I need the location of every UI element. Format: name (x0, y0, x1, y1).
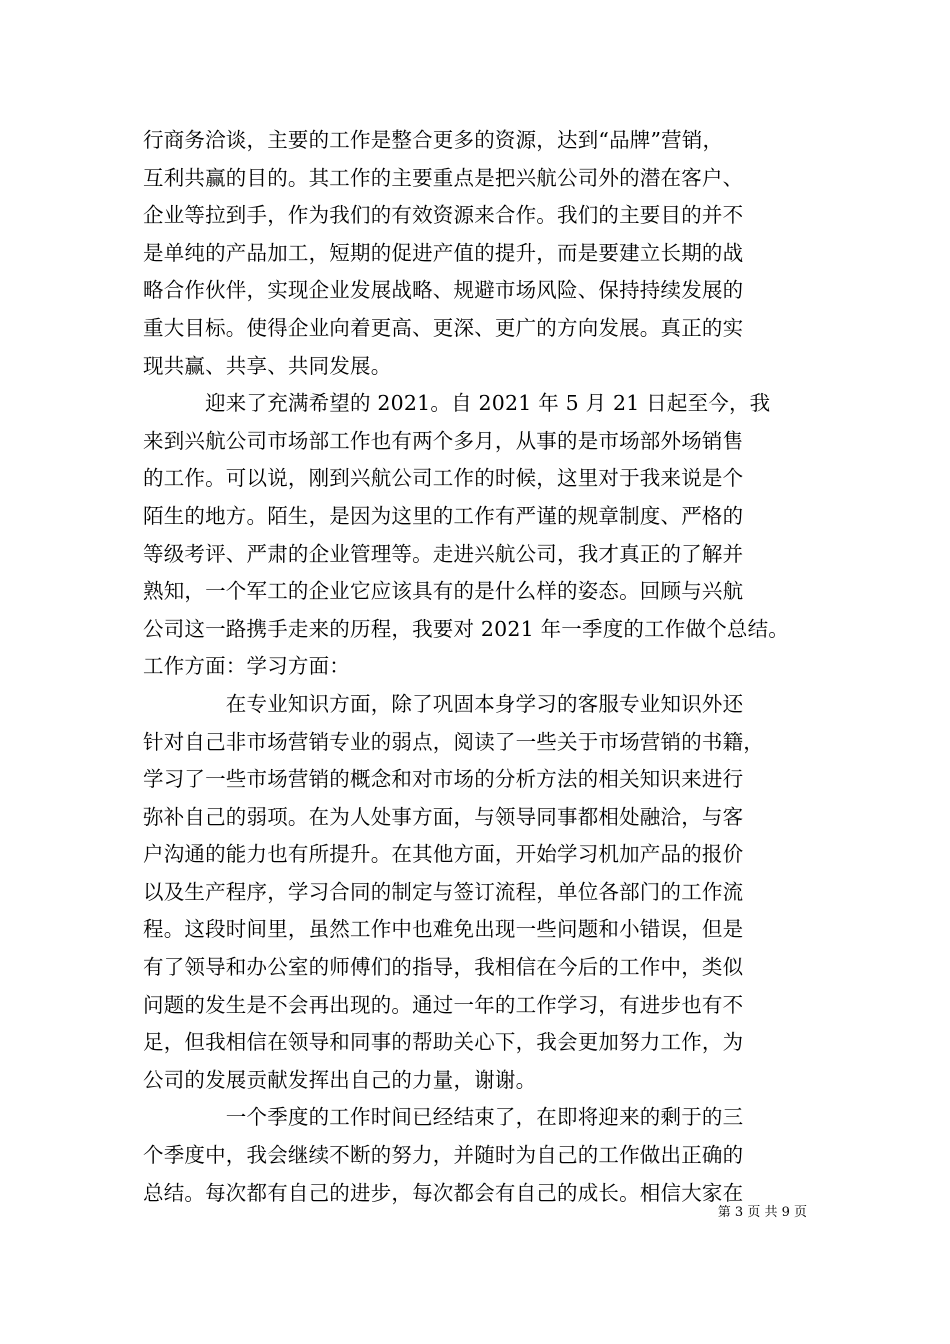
text-line: 迎来了充满希望的 2021。自 2021 年 5 月 21 日起至今，我 (143, 391, 771, 416)
text-line: 工作方面：学习方面： (143, 654, 350, 679)
text-line: 熟知，一个军工的企业它应该具有的是什么样的姿态。回顾与兴航 (143, 579, 744, 604)
text-line: 总结。每次都有自己的进步，每次都会有自己的成长。相信大家在 (143, 1180, 744, 1205)
text-line: 有了领导和办公室的师傅们的指导，我相信在今后的工作中，类似 (143, 955, 744, 980)
page-number-footer: 第 3 页 共 9 页 (717, 1205, 807, 1220)
text-line: 公司这一路携手走来的历程，我要对 2021 年一季度的工作做个总结。 (143, 616, 790, 641)
text-line: 问题的发生是不会再出现的。通过一年的工作学习，有进步也有不 (143, 992, 744, 1017)
text-line: 弥补自己的弱项。在为人处事方面，与领导同事都相处融洽，与客 (143, 804, 744, 829)
text-line: 以及生产程序，学习合同的制定与签订流程，单位各部门的工作流 (143, 879, 744, 904)
text-line: 公司的发展贡献发挥出自己的力量，谢谢。 (143, 1067, 537, 1092)
text-line: 足，但我相信在领导和同事的帮助关心下，我会更加努力工作，为 (143, 1030, 744, 1055)
body-text (143, 122, 823, 1212)
text-line: 重大目标。使得企业向着更高、更深、更广的方向发展。真正的实 (143, 315, 744, 340)
text-line: 的工作。可以说，刚到兴航公司工作的时候，这里对于我来说是个 (143, 466, 744, 491)
text-line: 个季度中，我会继续不断的努力，并随时为自己的工作做出正确的 (143, 1143, 744, 1168)
text-line: 互利共赢的目的。其工作的主要重点是把兴航公司外的潜在客户、 (143, 165, 744, 190)
text-line: 等级考评、严肃的企业管理等。走进兴航公司，我才真正的了解并 (143, 541, 744, 566)
text-line: 企业等拉到手，作为我们的有效资源来合作。我们的主要目的并不 (143, 203, 744, 228)
text-line: 户沟通的能力也有所提升。在其他方面，开始学习机加产品的报价 (143, 842, 744, 867)
text-line: 学习了一些市场营销的概念和对市场的分析方法的相关知识来进行 (143, 767, 744, 792)
text-line: 行商务洽谈，主要的工作是整合更多的资源，达到“品牌”营销， (143, 128, 724, 152)
text-line: 程。这段时间里，虽然工作中也难免出现一些问题和小错误，但是 (143, 917, 744, 942)
text-line: 一个季度的工作时间已经结束了，在即将迎来的剩于的三 (143, 1105, 744, 1130)
text-line: 是单纯的产品加工，短期的促进产值的提升，而是要建立长期的战 (143, 240, 744, 265)
text-line: 针对自己非市场营销专业的弱点，阅读了一些关于市场营销的书籍， (143, 729, 764, 754)
text-line: 陌生的地方。陌生，是因为这里的工作有严谨的规章制度、严格的 (143, 503, 744, 528)
text-line: 来到兴航公司市场部工作也有两个多月，从事的是市场部外场销售 (143, 428, 744, 453)
text-line: 略合作伙伴，实现企业发展战略、规避市场风险、保持持续发展的 (143, 278, 744, 303)
text-line: 在专业知识方面，除了巩固本身学习的客服专业知识外还 (143, 691, 744, 716)
text-line: 现共赢、共享、共同发展。 (143, 353, 392, 378)
